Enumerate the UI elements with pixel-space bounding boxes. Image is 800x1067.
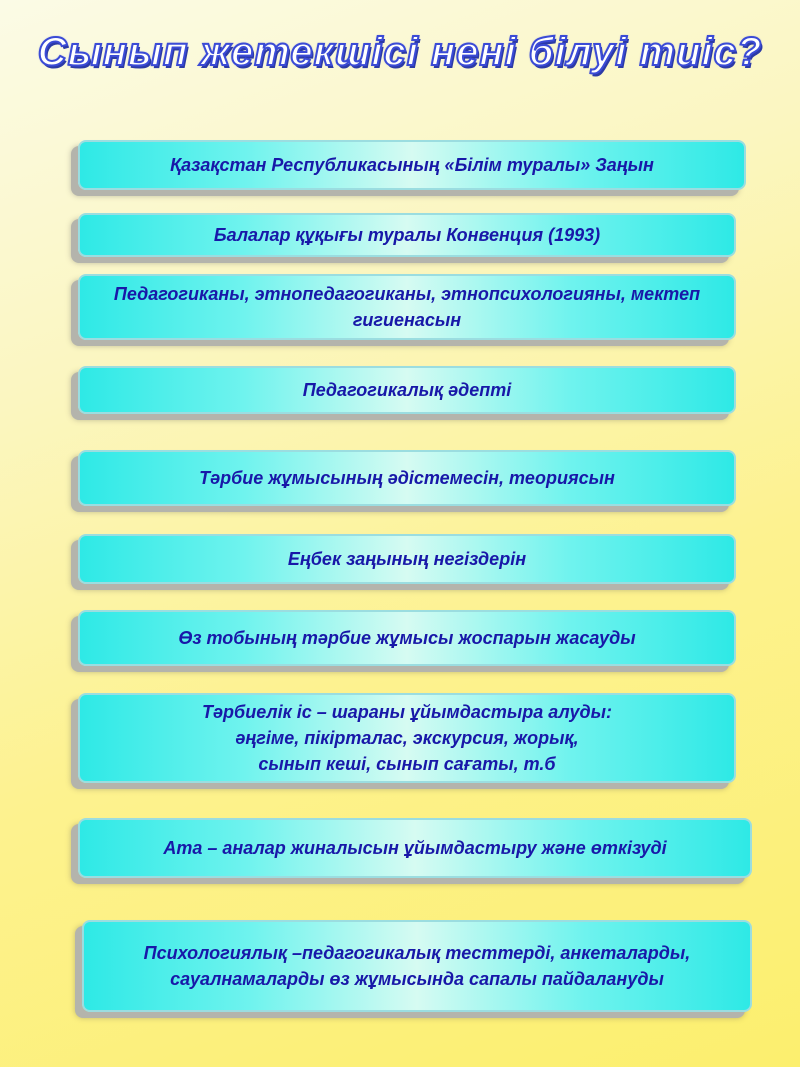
item-plan: [78, 610, 736, 666]
item-text-line: Тәрбиелік іс – шараны ұйымдастыра алуды:: [202, 702, 612, 722]
item-text: Қазақстан Республикасының «Білім туралы» Заңын: [170, 155, 654, 175]
item-parent-meetings: [78, 818, 752, 878]
item-education-law: [78, 140, 746, 190]
item-text: Тәрбие жұмысының әдістемесін, теориясын: [199, 468, 615, 488]
page-title: Сынып жетекшісі нені білуі тиіс?: [37, 30, 763, 74]
item-text: Еңбек заңының негіздерін: [287, 549, 527, 569]
item-child-rights-convention: [78, 213, 736, 257]
item-text-line: әңгіме, пікірталас, экскурсия, жорық,: [235, 728, 579, 748]
item-text: Психологиялық –педагогикалық тесттерді, анкеталарды, сауалнамаларды өз жұмысында сапалы пайдалануды: [143, 943, 691, 989]
item-text: Өз тобының тәрбие жұмысы жоспарын жасауды: [178, 628, 636, 648]
item-psych-tests: [82, 920, 752, 1012]
item-text: Балалар құқығы туралы Конвенция (1993): [213, 225, 601, 245]
item-text: Педагогиканы, этнопедагогиканы, этнопсихологияны, мектеп гигиенасын: [113, 284, 701, 330]
item-labor-law: [78, 534, 736, 584]
item-methodology-theory: [78, 450, 736, 506]
item-text-line: сынып кеші, сынып сағаты, т.б: [258, 754, 556, 774]
item-pedagogy: [78, 274, 736, 340]
item-events: [78, 693, 736, 783]
item-pedagogical-ethics: [78, 366, 736, 414]
item-text: Ата – аналар жиналысын ұйымдастыру және өткізуді: [163, 838, 667, 858]
item-text: Педагогикалық әдепті: [302, 380, 512, 400]
